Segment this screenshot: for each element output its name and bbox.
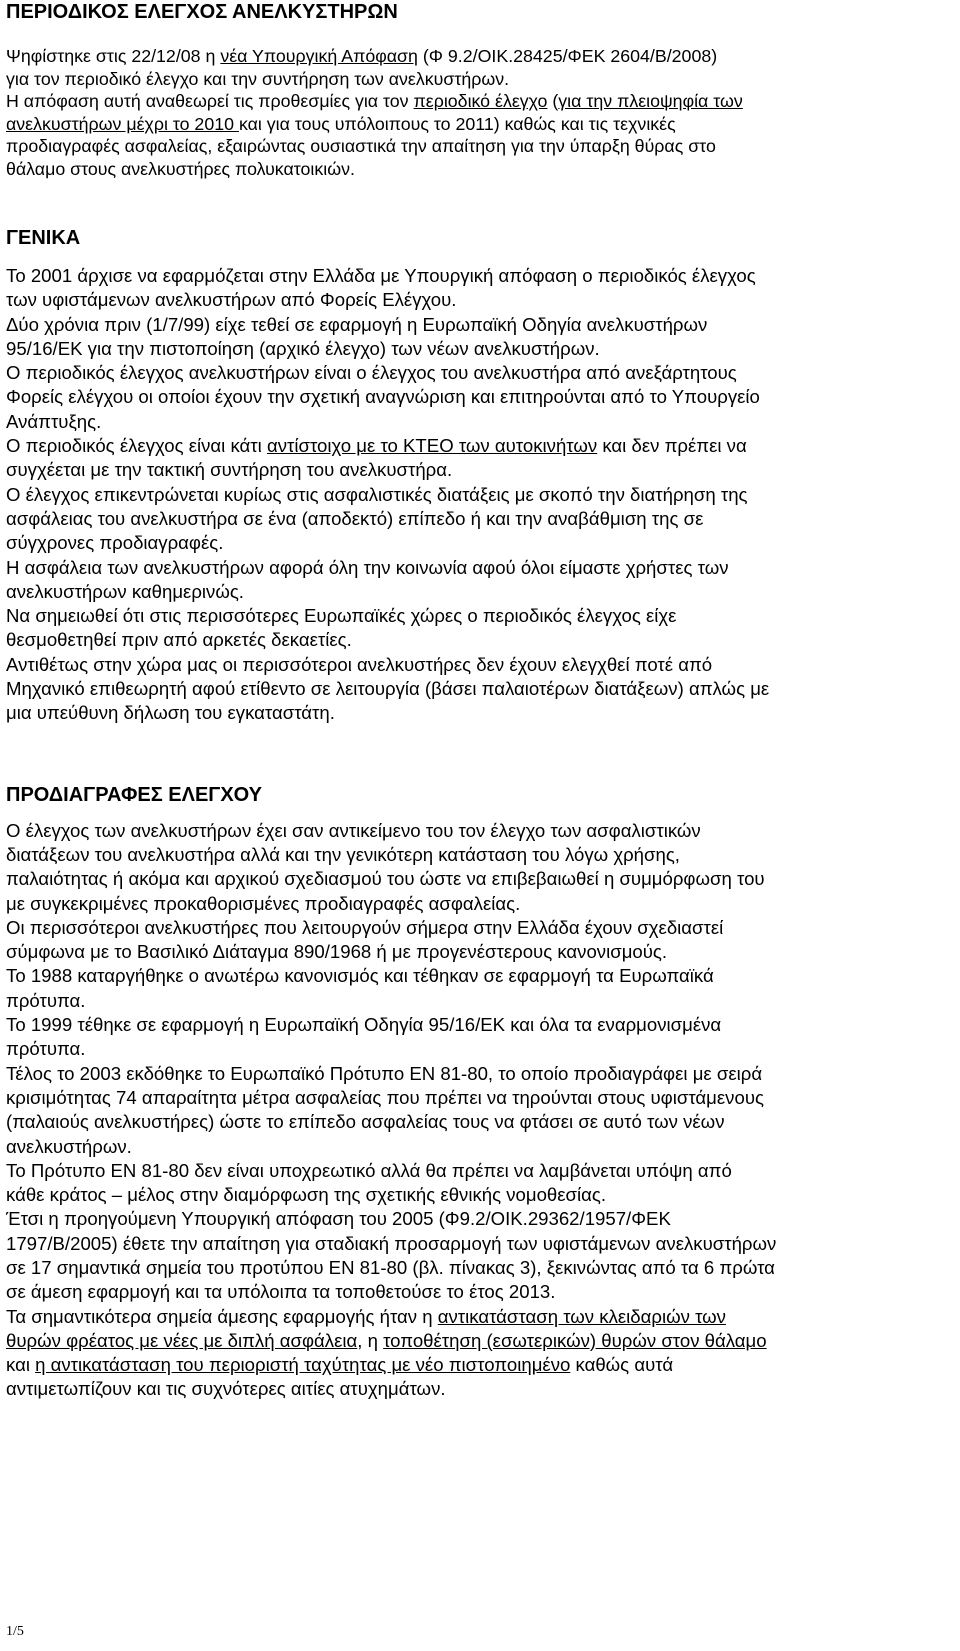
periodic-inspection-link[interactable]: περιοδικό έλεγχο — [413, 91, 548, 111]
specs-heading: ΠΡΟΔΙΑΓΡΑΦΕΣ ΕΛΕΓΧΟΥ — [6, 783, 262, 806]
intro-line-6: θάλαμο στους ανελκυστήρες πολυκατοικιών. — [6, 158, 355, 179]
text-line: Η ασφάλεια των ανελκυστήρων αφορά όλη την κοινωνία αφού όλοι είμαστε χρήστες των — [6, 556, 729, 578]
text-line: Το 1999 τέθηκε σε εφαρμογή η Ευρωπαϊκή Οδηγία 95/16/ΕΚ και όλα τα εναρμονισμένα — [6, 1014, 722, 1036]
text-line: Αντιθέτως στην χώρα μας οι περισσότεροι ανελκυστήρες δεν έχουν ελεγχθεί ποτέ από — [6, 653, 713, 675]
text-line: μια υπεύθυνη δήλωση του εγκαταστάτη. — [6, 702, 335, 724]
speed-governor-link[interactable]: η αντικατάσταση του περιοριστή ταχύτητας με νέο πιστοποιημένο — [35, 1354, 571, 1376]
text-line: σύγχρονες προδιαγραφές. — [6, 532, 224, 554]
car-doors-link[interactable]: τοποθέτηση (εσωτερικών) θυρών στον θάλαμο — [383, 1329, 767, 1351]
lock-replacement-link-part-2[interactable]: θυρών φρέατος με νέες με διπλή ασφάλεια — [6, 1329, 358, 1351]
text-line: Ο έλεγχος των ανελκυστήρων έχει σαν αντικείμενο του τον έλεγχο των ασφαλιστικών — [6, 819, 701, 841]
text-line: Να σημειωθεί ότι στις περισσότερες Ευρωπαϊκές χώρες ο περιοδικός έλεγχος είχε — [6, 605, 677, 627]
text-line: Το 2001 άρχισε να εφαρμόζεται στην Ελλάδα με Υπουργική απόφαση ο περιοδικός έλεγχος — [6, 265, 756, 286]
lock-replacement-link-part-1[interactable]: αντικατάσταση των κλειδαριών των — [437, 1305, 726, 1327]
intro-line-2: για τον περιοδικό έλεγχο και την συντήρηση των ανελκυστήρων. — [6, 68, 510, 89]
intro-line-3: Η απόφαση αυτή αναθεωρεί τις προθεσμίες για τον περιοδικό έλεγχο (για την πλειοψηφία των — [6, 91, 743, 111]
text-line: Οι περισσότεροι ανελκυστήρες που λειτουργούν σήμερα στην Ελλάδα έχουν σχεδιαστεί — [6, 916, 724, 938]
text-line: Το Πρότυπο ΕΝ 81-80 δεν είναι υποχρεωτικό αλλά θα πρέπει να λαμβάνεται υπόψη από — [6, 1159, 732, 1181]
text-line: Δύο χρόνια πριν (1/7/99) είχε τεθεί σε εφαρμογή η Ευρωπαϊκή Οδηγία ανελκυστήρων — [6, 313, 708, 335]
text-line: σε άμεση εφαρμογή και τα υπόλοιπα τα τοποθετούσε το έτος 2013. — [6, 1281, 556, 1303]
text-line: Ανάπτυξης. — [6, 410, 102, 432]
text-line: με συγκεκριμένες προκαθορισμένες προδιαγραφές ασφαλείας. — [6, 892, 521, 914]
majority-link-part-2[interactable]: ανελκυστήρων μέχρι το 2010 — [6, 113, 239, 134]
document-page — [6, 0, 956, 1402]
text-line: Ο περιοδικός έλεγχος είναι κάτι αντίστοιχο με το ΚΤΕΟ των αυτοκινήτων και δεν πρέπει να — [6, 435, 747, 457]
text-line: (παλαιούς ανελκυστήρες) ώστε το επίπεδο ασφαλείας τους να φτάσει σε αυτό των νέων — [6, 1111, 725, 1133]
text-line: κάθε κράτος – μέλος στην διαμόρφωση της σχετικής εθνικής νομοθεσίας. — [6, 1184, 607, 1206]
text-line: πρότυπα. — [6, 989, 86, 1011]
text-line: Ο έλεγχος επικεντρώνεται κυρίως στις ασφαλιστικές διατάξεις με σκοπό την διατήρηση της — [6, 483, 748, 505]
majority-link-part-1[interactable]: για την πλειοψηφία των — [558, 91, 743, 111]
text-line: πρότυπα. — [6, 1038, 86, 1060]
general-section — [6, 264, 956, 726]
document-title: ΠΕΡΙΟΔΙΚΟΣ ΕΛΕΓΧΟΣ ΑΝΕΛΚΥΣΤΗΡΩΝ — [6, 1, 398, 23]
page-number: 1/5 — [6, 1624, 24, 1639]
text-line: ασφάλειας του ανελκυστήρα σε ένα (αποδεκτό) επίπεδο ή και την αναβάθμιση της σε — [6, 507, 704, 529]
text-line: Φορείς ελέγχου οι οποίοι έχουν την σχετική αναγνώριση και επιτηρούνται από το Υπουργείο — [6, 386, 760, 408]
text-line: σε 17 σημαντικά σημεία του προτύπου ΕΝ 81-80 (βλ. πίνακας 3), ξεκινώντας από τα 6 πρώτα — [6, 1256, 775, 1278]
text-line: αντιμετωπίζουν και τις συχνότερες αιτίες ατυχημάτων. — [6, 1378, 446, 1400]
intro-line-1: Ψηφίστηκε στις 22/12/08 η νέα Υπουργική Απόφαση (Φ 9.2/ΟΙΚ.28425/ΦΕΚ 2604/Β/2008) — [6, 46, 718, 66]
ktep-comparison-link[interactable]: αντίστοιχο με το ΚΤΕΟ των αυτοκινήτων — [266, 435, 598, 457]
text-line: θυρών φρέατος με νέες με διπλή ασφάλεια, η τοποθέτηση (εσωτερικών) θυρών στον θάλαμο — [6, 1329, 767, 1351]
text-line: ανελκυστήρων καθημερινώς. — [6, 580, 244, 602]
intro-line-5: προδιαγραφές ασφαλείας, εξαιρώντας ουσιαστικά την απαίτηση για την ύπαρξη θύρας στο — [6, 136, 716, 156]
intro-line-4: ανελκυστήρων μέχρι το 2010 και για τους υπόλοιπους το 2011) καθώς και τις τεχνικές — [6, 113, 676, 134]
text-line: και η αντικατάσταση του περιοριστή ταχύτητας με νέο πιστοποιημένο καθώς αυτά — [6, 1354, 674, 1376]
text-line: θεσμοθετηθεί πριν από αρκετές δεκαετίες. — [6, 629, 352, 651]
general-heading: ΓΕΝΙΚΑ — [6, 227, 81, 249]
specs-section — [6, 819, 956, 1402]
text-line: σύμφωνα με το Βασιλικό Διάταγμα 890/1968 ή με προγενέστερους κανονισμούς. — [6, 941, 668, 963]
text-line: Τα σημαντικότερα σημεία άμεσης εφαρμογής ήταν η αντικατάσταση των κλειδαριών των — [6, 1305, 726, 1327]
text-line: κρισιμότητας 74 απαραίτητα μέτρα ασφαλείας που πρέπει να τηρούνται στους υφιστάμενους — [6, 1086, 764, 1108]
text-line: 95/16/ΕΚ για την πιστοποίηση (αρχικό έλεγχο) των νέων ανελκυστήρων. — [6, 337, 600, 359]
text-line: διατάξεων του ανελκυστήρα αλλά και την γενικότερη κατάσταση του λόγω χρήσης, — [6, 843, 680, 865]
text-line: Το 1988 καταργήθηκε ο ανωτέρω κανονισμός και τέθηκαν σε εφαρμογή τα Ευρωπαϊκά — [6, 965, 714, 987]
text-line: Τέλος το 2003 εκδόθηκε το Ευρωπαϊκό Πρότυπο ΕΝ 81-80, το οποίο προδιαγράφει με σειρά — [6, 1062, 763, 1084]
text-line: Ο περιοδικός έλεγχος ανελκυστήρων είναι ο έλεγχος του ανελκυστήρα από ανεξάρτητους — [6, 362, 737, 384]
text-line: Μηχανικό επιθεωρητή αφού ετίθεντο σε λειτουργία (βάσει παλαιοτέρων διατάξεων) απλώς με — [6, 678, 770, 700]
text-line: ανελκυστήρων. — [6, 1135, 132, 1157]
text-line: Έτσι η προηγούμενη Υπουργική απόφαση του 2005 (Φ9.2/ΟΙΚ.29362/1957/ΦΕΚ — [6, 1208, 671, 1230]
text-line: των υφιστάμενων ανελκυστήρων από Φορείς Ελέγχου. — [6, 289, 457, 311]
text-line: παλαιότητας ή ακόμα και αρχικού σχεδιασμού του ώστε να επιβεβαιωθεί η συμμόρφωση του — [6, 868, 765, 890]
intro-paragraph — [6, 45, 956, 180]
new-ministerial-decision-link[interactable]: νέα Υπουργική Απόφαση — [220, 46, 418, 66]
text-line: 1797/Β/2005) έθετε την απαίτηση για σταδιακή προσαρμογή των υφιστάμενων ανελκυστήρων — [6, 1232, 777, 1254]
text-line: συγχέεται με την τακτική συντήρηση του ανελκυστήρα. — [6, 459, 453, 481]
